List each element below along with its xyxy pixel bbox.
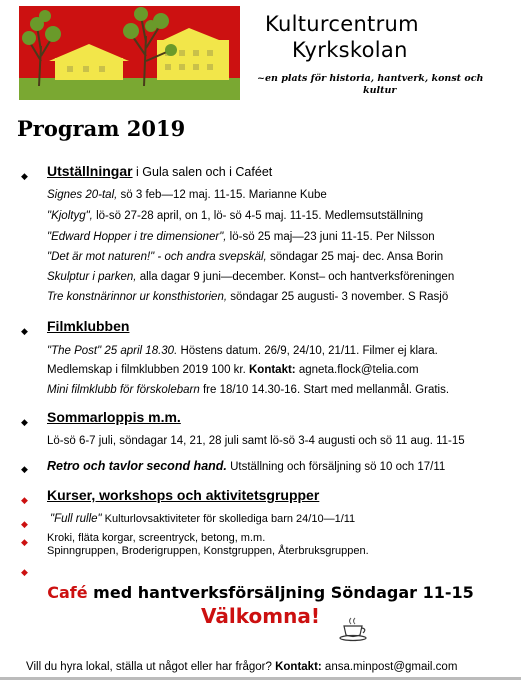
bullet-icon: ◆ (21, 464, 28, 474)
courses-item2-line2: Spinngruppen, Broderigruppen, Konstgruppen, Återbruksgruppen. (47, 545, 369, 557)
footer-contact: Vill du hyra lokal, ställa ut något eller har frågor? Kontakt: ansa.minpost@gmail.com (26, 661, 458, 673)
org-name-line2: Kyrkskolan (292, 38, 408, 62)
tagline-line2: kultur (363, 85, 397, 96)
kyrkskolan-logo (19, 6, 240, 100)
cafe-line: Café med hantverksförsäljning Söndagar 11-15 (47, 583, 474, 602)
coffee-cup-icon (337, 616, 371, 642)
welcome-text: Välkomna! (201, 604, 320, 628)
exhibition-item: "Kjoltyg", lö-sö 27-28 april, on 1, lö- sö 4-5 maj. 11-15. Medlemsutställning (47, 210, 424, 222)
org-name-line1: Kulturcentrum (265, 12, 419, 36)
tagline-line1: ~en plats för historia, hantverk, konst och (257, 73, 484, 84)
exhibition-item: Signes 20-tal, sö 3 feb—12 maj. 11-15. Marianne Kube (47, 189, 327, 201)
courses-heading: Kurser, workshops och aktivitetsgrupper (47, 487, 320, 503)
filmclub-line3: Mini filmklubb för förskolebarn fre 18/10 14.30-16. Start med mellanmål. Gratis. (47, 384, 450, 396)
exhibition-item: "Det är mot naturen!" - och andra svepskäl, söndagar 25 maj- dec. Ansa Borin (47, 251, 444, 263)
exhibitions-heading-suffix: i Gula salen och i Caféet (132, 165, 273, 179)
bullet-icon: ◆ (21, 495, 28, 505)
bullet-icon: ◆ (21, 567, 28, 577)
filmclub-heading: Filmklubben (47, 318, 130, 334)
bullet-icon: ◆ (21, 519, 28, 529)
exhibitions-heading: Utställningar (47, 163, 133, 179)
bullet-icon: ◆ (21, 417, 28, 427)
filmclub-line2: Medlemskap i filmklubben 2019 100 kr. Kontakt: agneta.flock@telia.com (47, 364, 419, 376)
program-title: Program 2019 (17, 116, 186, 141)
retro-line: Retro och tavlor second hand. Utställning och försäljning sö 10 och 17/11 (47, 459, 446, 473)
fleamarket-heading: Sommarloppis m.m. (47, 409, 181, 425)
bullet-icon: ◆ (21, 326, 28, 336)
exhibition-item: Tre konstnärinnor ur konsthistorien, söndagar 25 augusti- 3 november. S Rasjö (47, 291, 449, 303)
filmclub-line1: "The Post" 25 april 18.30. Höstens datum. 26/9, 24/10, 21/11. Filmer ej klara. (47, 345, 438, 357)
bullet-icon: ◆ (21, 537, 28, 547)
bullet-icon: ◆ (21, 171, 28, 181)
fleamarket-text: Lö-sö 6-7 juli, söndagar 14, 21, 28 juli samt lö-sö 3-4 augusti och sö 11 aug. 11-15 (47, 435, 465, 447)
courses-item1: "Full rulle" Kulturlovsaktiviteter för skollediga barn 24/10—1/11 (50, 513, 356, 525)
courses-item2-line1: Kroki, fläta korgar, screentryck, betong, m.m. (47, 532, 266, 544)
exhibition-item: "Edward Hopper i tre dimensioner", lö-sö 25 maj—23 juni 11-15. Per Nilsson (47, 231, 435, 243)
exhibition-item: Skulptur i parken, alla dagar 9 juni—december. Konst– och hantverksföreningen (47, 271, 455, 283)
section-exhibitions (47, 163, 272, 179)
